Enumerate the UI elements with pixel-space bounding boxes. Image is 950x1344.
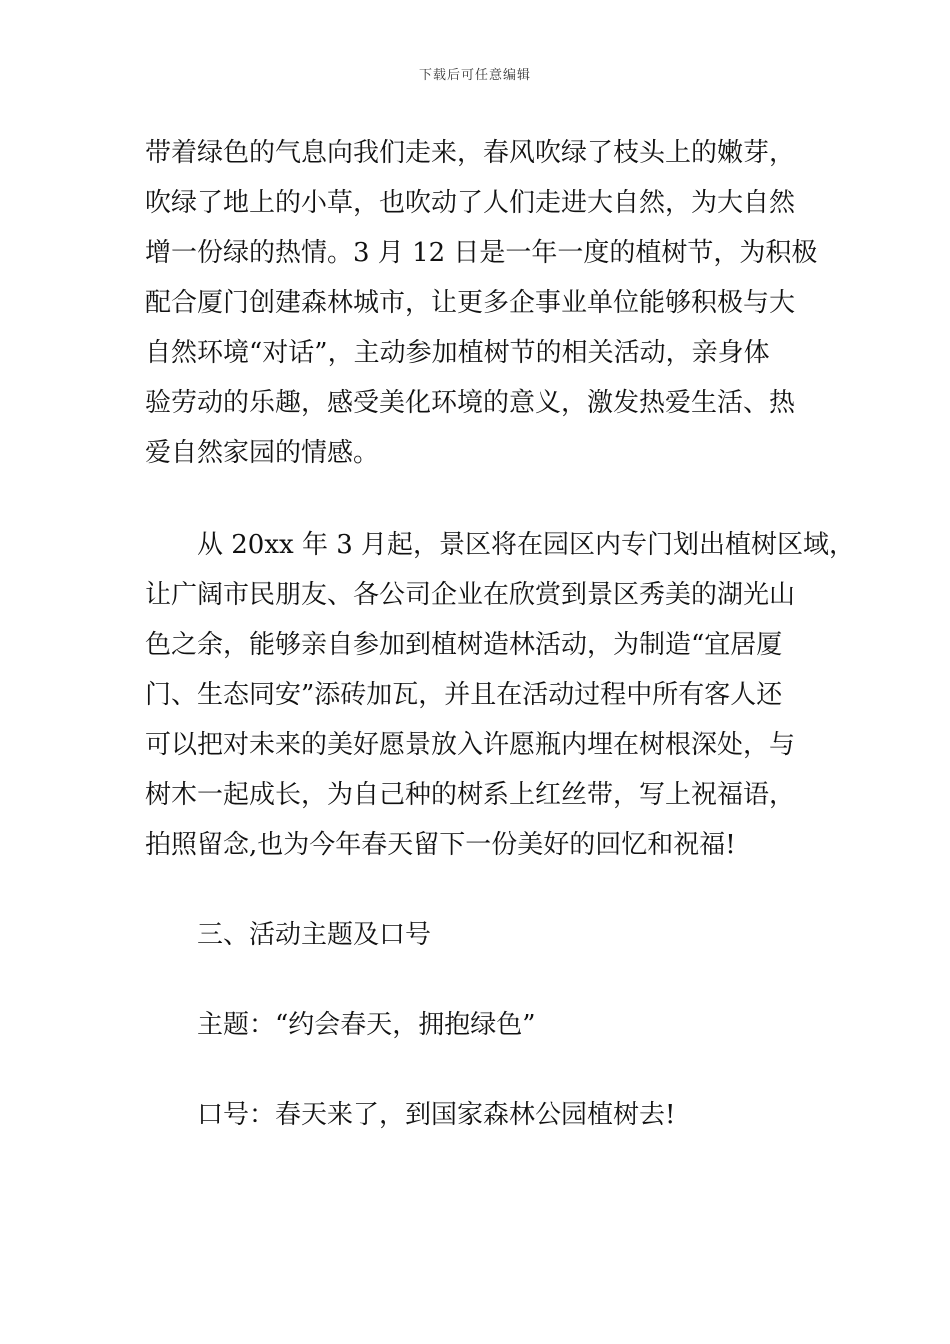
paragraph-line: 门、生态同安”添砖加瓦，并且在活动过程中所有客人还	[145, 680, 783, 710]
paragraph-line: 爱自然家园的情感。	[145, 438, 380, 468]
paragraph-line: 自然环境“对话”，主动参加植树节的相关活动，亲身体	[145, 338, 770, 368]
paragraph-line: 让广阔市民朋友、各公司企业在欣赏到景区秀美的湖光山	[145, 580, 796, 610]
paragraph-line: 树木一起成长，为自己种的树系上红丝带，写上祝福语，	[145, 780, 796, 810]
activity-slogan	[145, 1090, 825, 1140]
paragraph-line: 增一份绿的热情。3 月 12 日是一年一度的植树节，为积极	[145, 238, 818, 268]
activity-slogan-text: 口号：春天来了，到国家森林公园植树去!	[197, 1100, 676, 1130]
paragraph-line: 验劳动的乐趣，感受美化环境的意义，激发热爱生活、热	[145, 388, 796, 418]
paragraph-intro	[145, 128, 825, 478]
paragraph-line: 吹绿了地上的小草，也吹动了人们走进大自然，为大自然	[145, 188, 796, 218]
activity-theme-text: 主题：“约会春天，拥抱绿色”	[197, 1010, 536, 1040]
section-heading	[145, 910, 825, 960]
document-header-note: 下载后可任意编辑	[418, 68, 531, 83]
paragraph-line: 拍照留念,也为今年春天留下一份美好的回忆和祝福!	[145, 830, 736, 860]
paragraph-line: 带着绿色的气息向我们走来，春风吹绿了枝头上的嫩芽，	[145, 138, 796, 168]
paragraph-line: 配合厦门创建森林城市，让更多企事业单位能够积极与大	[145, 288, 796, 318]
document-body	[145, 128, 856, 1140]
paragraph-line: 色之余，能够亲自参加到植树造林活动，为制造“宜居厦	[145, 630, 783, 660]
paragraph-plan	[145, 520, 856, 870]
activity-theme	[145, 1000, 825, 1050]
section-heading-text: 三、活动主题及口号	[197, 920, 432, 950]
paragraph-line: 可以把对未来的美好愿景放入许愿瓶内埋在树根深处，与	[145, 730, 796, 760]
paragraph-line: 从 20xx 年 3 月起，景区将在园区内专门划出植树区域，	[197, 530, 856, 560]
